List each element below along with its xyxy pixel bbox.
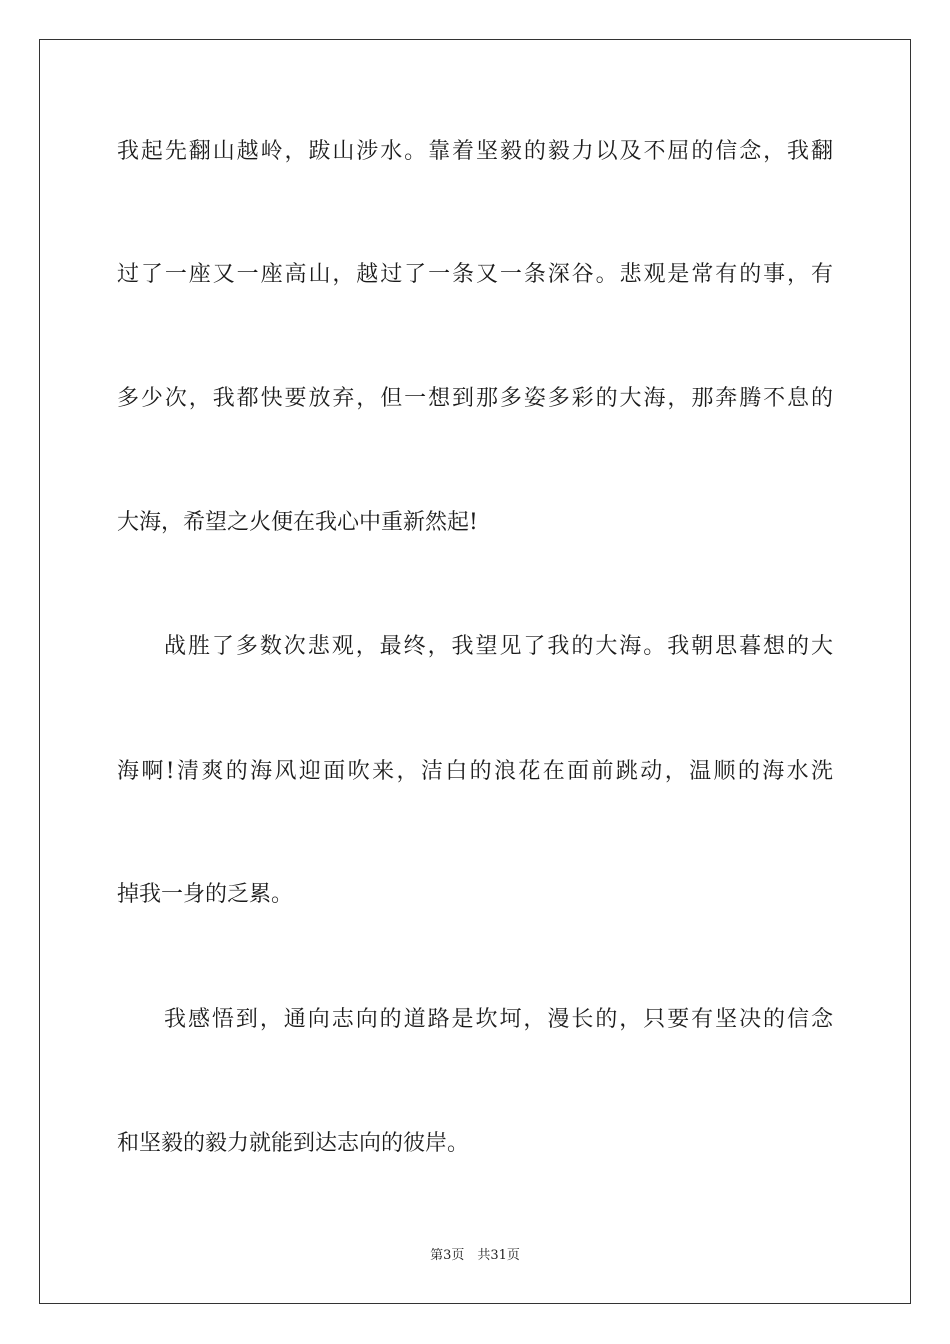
text-line-3: 多少次，我都快要放弃，但一想到那多姿多彩的大海，那奔腾不息的	[117, 386, 833, 411]
page-number: 第3页 共31页	[430, 1248, 520, 1263]
text-line-4: 大海，希望之火便在我心中重新然起!	[117, 510, 478, 535]
page-frame	[39, 39, 911, 1304]
text-line-9: 和坚毅的毅力就能到达志向的彼岸。	[117, 1131, 470, 1156]
text-line-2: 过了一座又一座高山，越过了一条又一条深谷。悲观是常有的事，有	[117, 262, 833, 287]
text-line-8: 我感悟到，通向志向的道路是坎坷，漫长的，只要有坚决的信念	[164, 1007, 833, 1032]
text-line-6: 海啊!清爽的海风迎面吹来，洁白的浪花在面前跳动，温顺的海水洗	[117, 759, 833, 784]
text-line-1: 我起先翻山越岭，跋山涉水。靠着坚毅的毅力以及不屈的信念，我翻	[117, 139, 833, 164]
text-line-7: 掉我一身的乏累。	[117, 882, 294, 907]
text-line-5: 战胜了多数次悲观，最终，我望见了我的大海。我朝思暮想的大	[164, 634, 833, 659]
